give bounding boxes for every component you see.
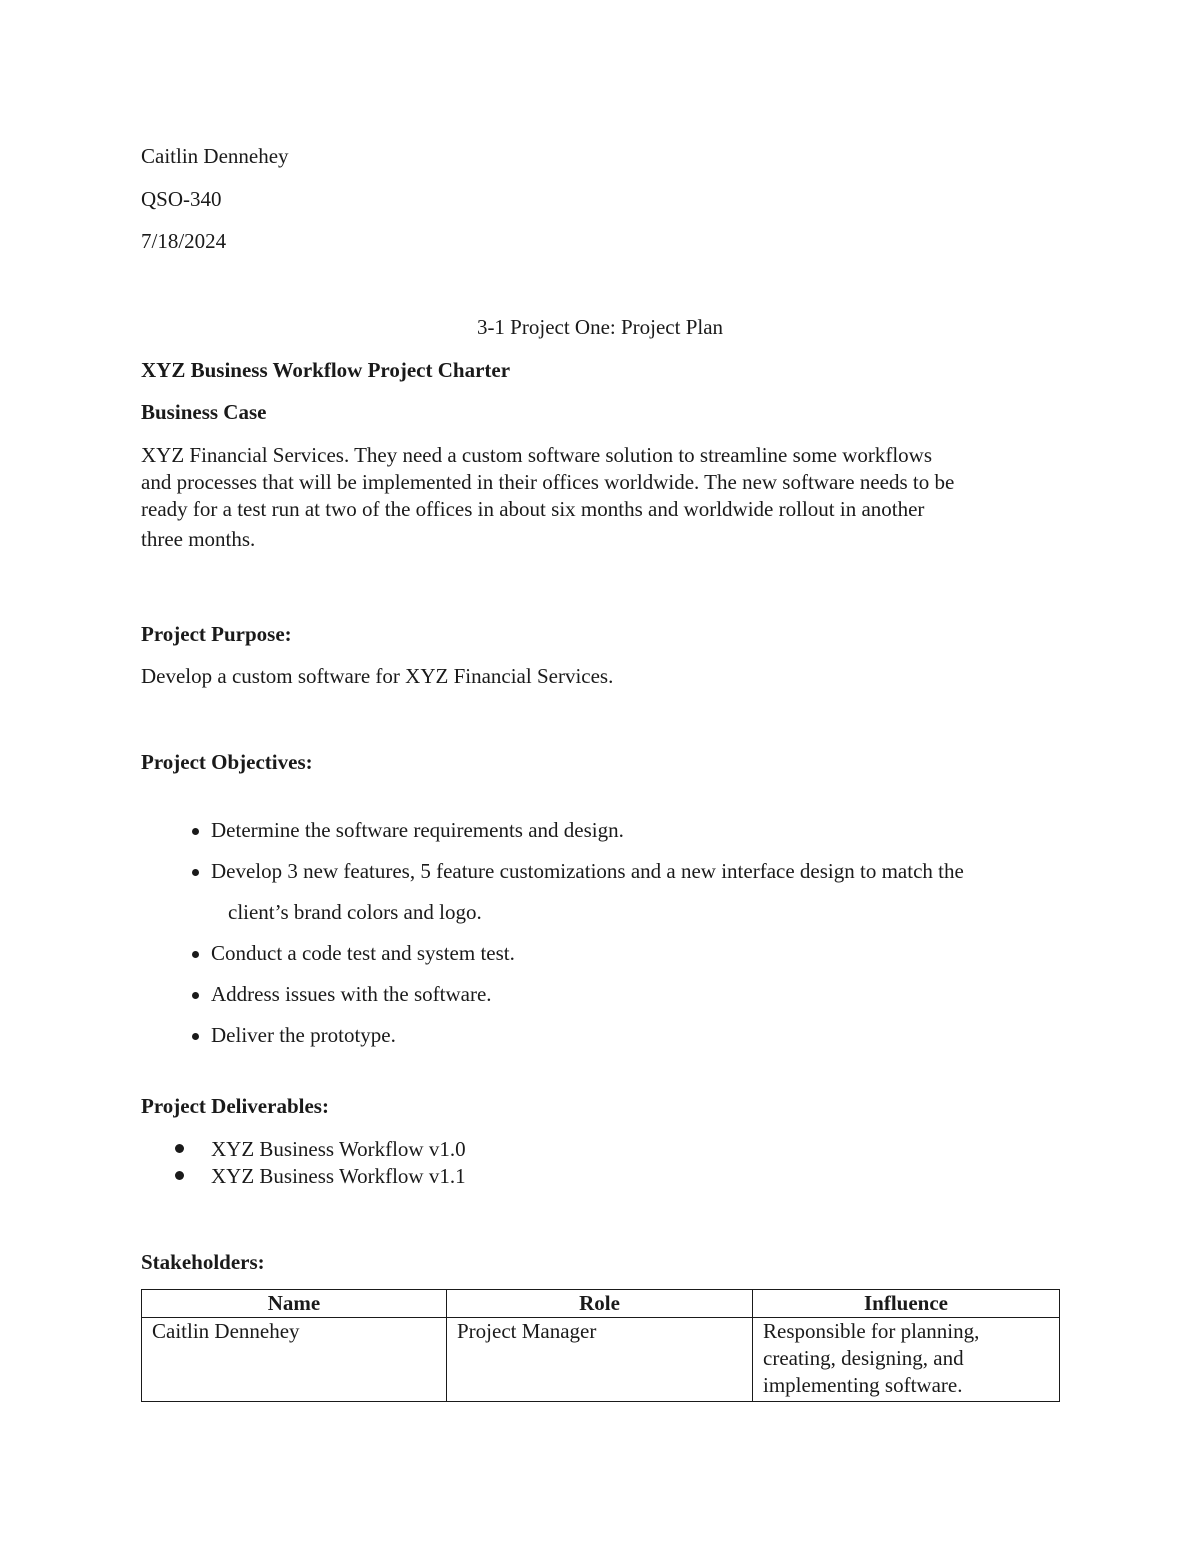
stakeholders-table xyxy=(141,1289,1060,1402)
objective-text: Deliver the prototype. xyxy=(211,1023,396,1047)
deliverables-heading: Project Deliverables: xyxy=(141,1094,329,1118)
purpose-text: Develop a custom software for XYZ Financial Services. xyxy=(141,664,614,688)
column-header-name: Name xyxy=(142,1290,447,1318)
objective-item xyxy=(141,940,1081,981)
business-case-text xyxy=(141,442,1061,553)
table-row xyxy=(142,1318,1060,1402)
deliverable-item xyxy=(141,1136,741,1163)
bullet-icon xyxy=(175,1144,184,1153)
objective-text: Conduct a code test and system test. xyxy=(211,941,515,965)
purpose-heading: Project Purpose: xyxy=(141,622,292,646)
charter-heading: XYZ Business Workflow Project Charter xyxy=(141,358,511,382)
objective-text: client’s brand colors and logo. xyxy=(228,900,482,924)
bullet-icon xyxy=(175,1171,184,1180)
objective-text: Address issues with the software. xyxy=(211,982,492,1006)
objectives-list xyxy=(141,817,1081,1063)
stakeholder-role: Project Manager xyxy=(447,1318,753,1402)
stakeholders-heading: Stakeholders: xyxy=(141,1250,265,1274)
bullet-icon xyxy=(192,869,199,876)
column-header-role: Role xyxy=(447,1290,753,1318)
deliverable-text: XYZ Business Workflow v1.0 xyxy=(211,1137,466,1161)
course-code: QSO-340 xyxy=(141,187,222,211)
bullet-icon xyxy=(192,951,199,958)
business-case-line: and processes that will be implemented in their offices worldwide. The new software needs to be xyxy=(141,470,955,494)
column-header-influence: Influence xyxy=(753,1290,1060,1318)
deliverable-item xyxy=(141,1163,741,1190)
stakeholder-influence: Responsible for planning, creating, designing, and implementing software. xyxy=(753,1318,1060,1402)
stakeholder-name: Caitlin Dennehey xyxy=(142,1318,447,1402)
objectives-heading: Project Objectives: xyxy=(141,750,313,774)
objective-continuation xyxy=(141,899,1081,940)
business-case-heading: Business Case xyxy=(141,400,267,424)
business-case-line: XYZ Financial Services. They need a custom software solution to streamline some workflows xyxy=(141,443,933,467)
document-date: 7/18/2024 xyxy=(141,229,227,253)
document-title: 3-1 Project One: Project Plan xyxy=(476,315,724,339)
author-name: Caitlin Dennehey xyxy=(141,144,289,168)
objective-item xyxy=(141,858,1081,899)
objective-item xyxy=(141,981,1081,1022)
objective-item xyxy=(141,817,1081,858)
bullet-icon xyxy=(192,828,199,835)
deliverables-list xyxy=(141,1136,741,1190)
objective-text: Develop 3 new features, 5 feature customizations and a new interface design to match the xyxy=(211,859,964,883)
bullet-icon xyxy=(192,992,199,999)
bullet-icon xyxy=(192,1033,199,1040)
business-case-line: three months. xyxy=(141,527,256,551)
objective-text: Determine the software requirements and design. xyxy=(211,818,624,842)
business-case-line: ready for a test run at two of the offices in about six months and worldwide rollout in another xyxy=(141,497,925,521)
table-header-row xyxy=(142,1290,1060,1318)
deliverable-text: XYZ Business Workflow v1.1 xyxy=(211,1164,466,1188)
objective-item xyxy=(141,1022,1081,1063)
